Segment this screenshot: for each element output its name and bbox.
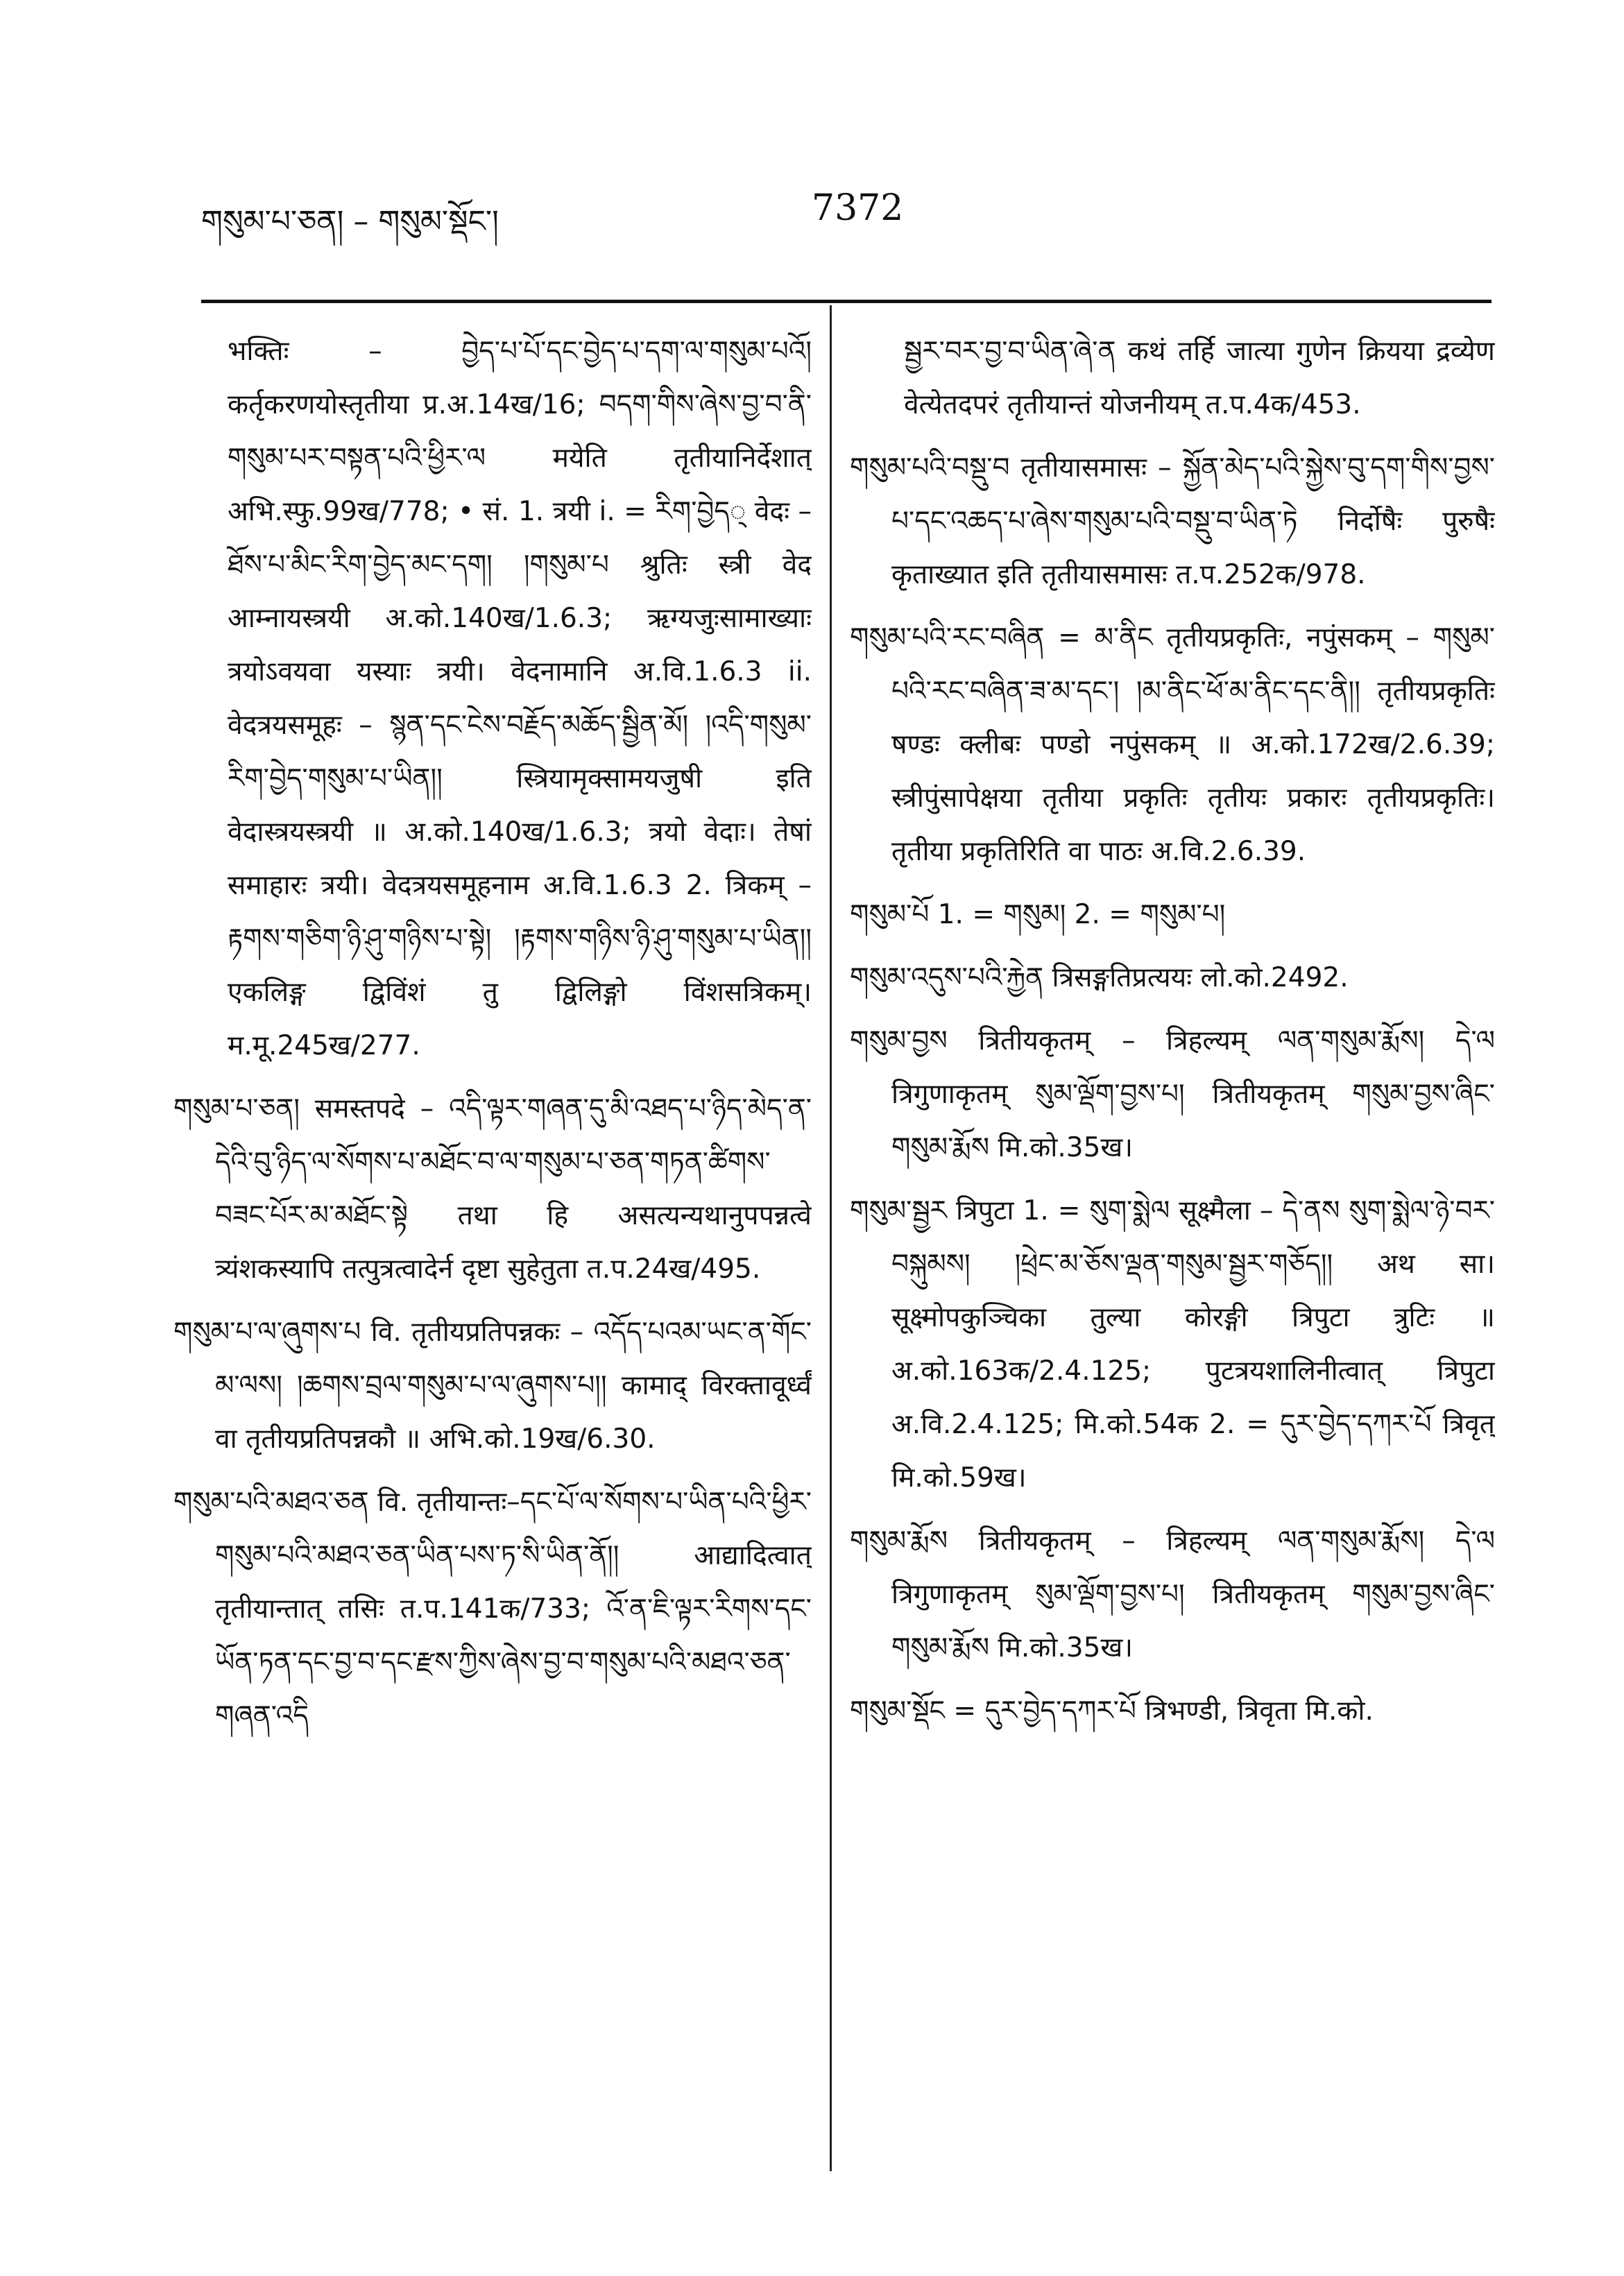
running-head: གསུམ་པ་ཅན། – གསུམ་སྡོང་།	[201, 204, 499, 239]
dictionary-entry	[173, 325, 812, 1072]
dictionary-entry	[850, 951, 1495, 1004]
page-header	[201, 187, 1491, 243]
header-rule	[201, 300, 1491, 303]
page-number: 7372	[812, 187, 904, 229]
entry-text: གསུམ་སྦྱར त्रिपुटा 1. = སུག་སྨེལ सूक्ष्मैला – དེ་ནས སུག་སྨེལ་ཉེ་བར་བསྐུམས། །ཕྲེང་མ་ཅོས་ལྡན་གསུམ་སྦྱར་གཅོད།། अथ सा। सूक्ष्मोपकुञ्चिका तुल्या कोरङ्गी त्रिपुटा त्रुटिः ॥ अ.को.163क/2.4.125; पुटत्रयशालिनीत्वात् त्रिपुटा अ.वि.2.4.125; मि.को.54क 2. = དུར་བྱེད་དཀར་པོ त्रिवृत् मि.को.59ख।	[850, 1195, 1495, 1494]
entry-text: གསུམ་པོ 1. = གསུམ། 2. = གསུམ་པ།	[850, 899, 1226, 930]
dictionary-entry	[850, 1184, 1495, 1505]
entry-text: གསུམ་རྨོས त्रितीयकृतम् – त्रिहल्यम् ལན་གསུམ་རྨོས། དེ་ལ त्रिगुणाकृतम् སུམ་ལྡོག་བྱས་པ། त्रितीयकृतम् གསུམ་བྱས་ཞིང་གསུམ་རྨོས मि.को.35ख।	[850, 1525, 1495, 1663]
entry-text: གསུམ་སྡོང = དུར་བྱེད་དཀར་པོ त्रिभण्डी, त्रिवृता मि.को.	[850, 1695, 1374, 1727]
dictionary-entry	[850, 1684, 1495, 1738]
right-column	[850, 325, 1495, 2170]
dictionary-entry	[850, 1014, 1495, 1174]
entry-text: གསུམ་པའི་བསྡུ་བ तृतीयासमासः – སྐྱོན་མེད་པའི་སྐྱེས་བུ་དག་གིས་བྱས་པ་དང་འཆད་པ་ཞེས་གསུམ་པའི་བསྡུ་བ་ཡིན་ཏེ निर्दोषैः पुरुषैः कृताख्यात इति तृतीयासमासः त.प.252क/978.	[850, 452, 1495, 590]
dictionary-entry	[850, 1514, 1495, 1675]
dictionary-entry	[850, 611, 1495, 878]
dictionary-entry	[850, 441, 1495, 601]
entry-text: གསུམ་འདུས་པའི་རྐྱེན त्रिसङ्गतिप्रत्ययः लो.को.2492.	[850, 962, 1349, 993]
dictionary-entry	[850, 888, 1495, 941]
entry-text: भक्तिः – བྱེད་པ་པོ་དང་བྱེད་པ་དག་ལ་གསུམ་པའོ། कर्तृकरणयोस्तृतीया प्र.अ.14ख/16; བདག་གིས་ཞེས་བྱ་བ་ནི་གསུམ་པར་བསྟན་པའི་ཕྱིར་ལ मयेति तृतीयानिर्देशात् अभि.स्फु.99ख/778; • सं. 1. त्रयी i. = རིག་བྱེད् वेदः – ཐོས་པ་མིང་རིག་བྱེད་མང་དག། །གསུམ་པ श्रुतिः स्त्री वेद आम्नायस्त्रयी अ.को.140ख/1.6.3; ऋग्यजुःसामाख्याः त्रयोऽवयवा यस्याः त्रयी। वेदनामानि अ.वि.1.6.3 ii. वेदत्रयसमूहः – སྙན་དང་ངེས་བརྗོད་མཆོད་སྦྱིན་མོ། །འདི་གསུམ་རིག་བྱེད་གསུམ་པ་ཡིན།། स्त्रियामृक्सामयजुषी इति वेदास्त्रयस्त्रयी ॥ अ.को.140ख/1.6.3; त्रयो वेदाः। तेषां समाहारः त्रयी। वेदत्रयसमूहनाम अ.वि.1.6.3 2. त्रिकम् – རྟགས་གཅིག་ཉི་ཤུ་གཉིས་པ་སྟེ། །རྟགས་གཉིས་ཉི་ཤུ་གསུམ་པ་ཡིན།། एकलिङ्ग द्विविंशं तु द्विलिङ्गो विंशसत्रिकम्। म.मू.245ख/277.	[228, 336, 812, 1061]
dictionary-entry	[850, 325, 1495, 431]
entry-text: གསུམ་པ་ཅན། समस्तपदे – འདི་ལྟར་གཞན་དུ་མི་འཐད་པ་ཉིད་མེད་ན་དེའི་བུ་ཉིད་ལ་སོགས་པ་མཐོང་བ་ལ་གསུམ་པ་ཅན་གཏན་ཚིགས་བཟང་པོར་མ་མཐོང་སྟེ तथा हि असत्यन्यथानुपपन्नत्वे त्र्यंशकस्यापि तत्पुत्रत्वादेर्न दृष्टा सुहेतुता त.प.24ख/495.	[173, 1093, 812, 1285]
entry-text: གསུམ་བྱས त्रितीयकृतम् – त्रिहल्यम् ལན་གསུམ་རྨོས། དེ་ལ त्रिगुणाकृतम् སུམ་ལྡོག་བྱས་པ། त्रितीयकृतम् གསུམ་བྱས་ཞིང་གསུམ་རྨོས मि.को.35ख।	[850, 1025, 1495, 1163]
entry-text: གསུམ་པ་ལ་ཞུགས་པ वि. तृतीयप्रतिपन्नकः – འདོད་པའམ་ཡང་ན་གོང་མ་ལས། །ཆགས་བྲལ་གསུམ་པ་ལ་ཞུགས་པ།། कामाद् विरक्तावूर्ध्वं वा तृतीयप्रतिपन्नकौ ॥ अभि.को.19ख/6.30.	[173, 1317, 812, 1455]
entry-text: སྦྱར་བར་བྱ་བ་ཡིན་ཞེ་ན कथं तर्हि जात्या गुणेन क्रियया द्रव्येण वेत्येतदपरं तृतीयान्तं योजनीयम् त.प.4क/453.	[904, 336, 1495, 420]
entry-text: གསུམ་པའི་མཐའ་ཅན वि. तृतीयान्तः–དང་པོ་ལ་སོགས་པ་ཡིན་པའི་ཕྱིར་གསུམ་པའི་མཐའ་ཅན་ཡིན་པས་ཏ་སི་ཡིན་ནོ།། आद्यादित्वात् तृतीयान्तात् तसिः त.प.141क/733; འོ་ན་ཇི་ལྟར་རིགས་དང་ཡོན་ཏན་དང་བྱ་བ་དང་རྫས་ཀྱིས་ཞེས་བྱ་བ་གསུམ་པའི་མཐའ་ཅན་གཞན་འདི	[173, 1487, 812, 1731]
entry-text: གསུམ་པའི་རང་བཞིན = མ་ནིང तृतीयप्रकृतिः, नपुंसकम् – གསུམ་པའི་རང་བཞིན་ཟ་མ་དང་། །མ་ནིང་ཕོ་མ་ནིང་དང་ནི།། तृतीयप्रकृतिः षण्डः क्लीबः पण्डो नपुंसकम् ॥ अ.को.172ख/2.6.39; स्त्रीपुंसापेक्षया तृतीया प्रकृतिः तृतीयः प्रकारः तृतीयप्रकृतिः। तृतीया प्रकृतिरिति वा पाठः अ.वि.2.6.39.	[850, 622, 1495, 867]
dictionary-entry	[173, 1306, 812, 1466]
column-divider	[830, 305, 832, 2171]
dictionary-entry	[173, 1475, 812, 1743]
left-column	[173, 325, 812, 2170]
dictionary-entry	[173, 1082, 812, 1296]
